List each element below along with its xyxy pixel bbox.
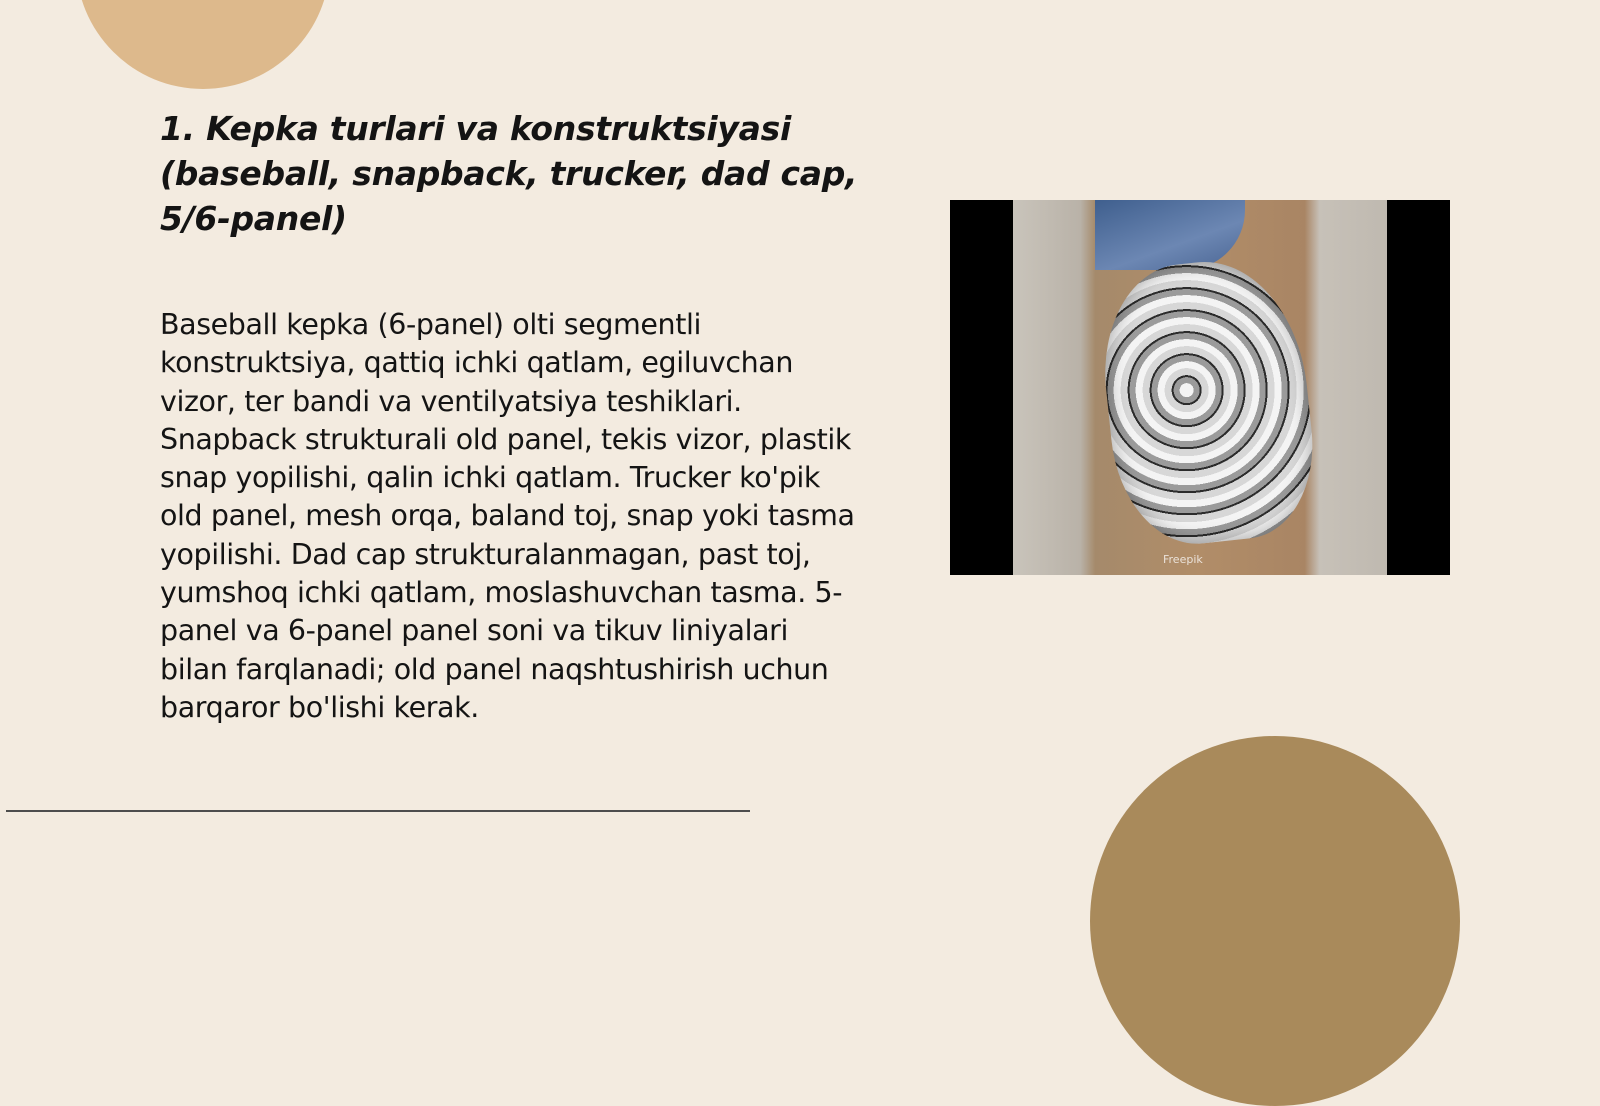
- cap-video[interactable]: [950, 200, 1450, 575]
- video-frame-image: [1013, 200, 1387, 575]
- patterned-cap: [1094, 252, 1322, 551]
- slide-title: 1. Kepka turlari va konstruktsiyasi (baseball, snapback, trucker, dad cap, 5/6-panel): [160, 109, 858, 238]
- decorative-circle-bottom: [1090, 736, 1460, 1106]
- decorative-circle-top: [76, 0, 330, 89]
- denim-fabric: [1095, 200, 1245, 270]
- video-watermark: Freepik: [1163, 553, 1203, 566]
- divider-line: [6, 810, 750, 812]
- slide-body-text: Baseball kepka (6-panel) olti segmentli konstruktsiya, qattiq ichki qatlam, egiluvchan vizor, ter bandi va ventilyatsiya teshiklari. Snapback strukturali old panel, tekis vizor, plastik snap yopilishi, qalin ichki qatlam. Trucker ko'pik old panel, mesh orqa, baland toj, snap yoki tasma yopilishi. Dad cap strukturalanmagan, past toj, yumshoq ichki qatlam, moslashuvchan tasma. 5-panel va 6-panel panel soni va tikuv liniyalari bilan farqlanadi; old panel naqshtushirish uchun barqaror bo'lishi kerak.: [160, 308, 855, 724]
